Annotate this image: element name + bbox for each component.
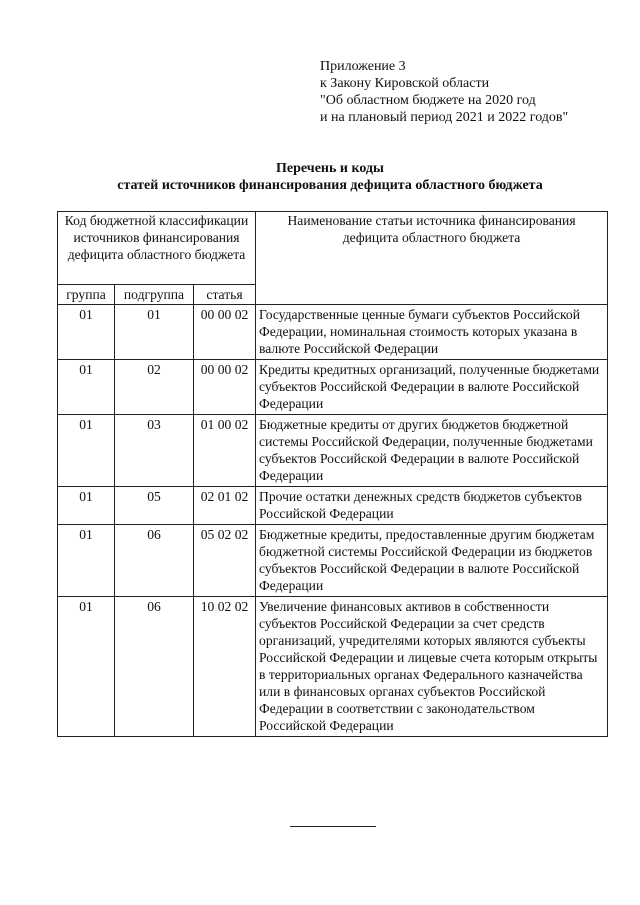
cell-name: Увеличение финансовых активов в собственности субъектов Российской Федерации за счет средств организаций, учредителями которых являются субъекты Российской Федерации и лицевые счета которым открыты в территориальных органах Федерального казначейства или в финансовых органах субъектов Российской Федерации в соответствии с законодательством Российской Федерации [256, 597, 608, 737]
header-name: Наименование статьи источника финансирования дефицита областного бюджета [256, 212, 608, 305]
cell-article: 00 00 02 [194, 360, 256, 415]
annex-header [320, 58, 568, 126]
codes-table [57, 211, 608, 737]
table-header-row [58, 212, 608, 285]
document-title [0, 160, 640, 194]
annex-line: и на плановый период 2021 и 2022 годов" [320, 110, 569, 125]
cell-article: 01 00 02 [194, 415, 256, 487]
cell-name: Бюджетные кредиты, предоставленные другим бюджетам бюджетной системы Российской Федерации из бюджетов субъектов Российской Федерации в валюте Российской Федерации [256, 525, 608, 597]
cell-subgroup: 02 [115, 360, 194, 415]
table-row [58, 415, 608, 487]
table-row [58, 525, 608, 597]
footer-separator [290, 826, 376, 827]
table-row [58, 597, 608, 737]
cell-article: 00 00 02 [194, 305, 256, 360]
cell-name: Государственные ценные бумаги субъектов Российской Федерации, номинальная стоимость которых указана в валюте Российской Федерации [256, 305, 608, 360]
table-row [58, 487, 608, 525]
subheader-subgroup: подгруппа [115, 285, 194, 305]
annex-line: Приложение 3 [320, 59, 406, 74]
cell-group: 01 [58, 597, 115, 737]
annex-line: к Закону Кировской области [320, 76, 490, 91]
title-line-1: Перечень и коды [276, 161, 384, 176]
header-code: Код бюджетной классификации источников финансирования дефицита областного бюджета [58, 212, 256, 285]
cell-subgroup: 06 [115, 597, 194, 737]
cell-group: 01 [58, 487, 115, 525]
cell-subgroup: 03 [115, 415, 194, 487]
cell-article: 02 01 02 [194, 487, 256, 525]
cell-article: 10 02 02 [194, 597, 256, 737]
subheader-article: статья [194, 285, 256, 305]
cell-subgroup: 01 [115, 305, 194, 360]
table-row [58, 360, 608, 415]
subheader-group: группа [58, 285, 115, 305]
title-line-2: статей источников финансирования дефицита областного бюджета [117, 178, 543, 193]
cell-group: 01 [58, 360, 115, 415]
cell-name: Прочие остатки денежных средств бюджетов субъектов Российской Федерации [256, 487, 608, 525]
cell-article: 05 02 02 [194, 525, 256, 597]
cell-name: Кредиты кредитных организаций, полученные бюджетами субъектов Российской Федерации в валюте Российской Федерации [256, 360, 608, 415]
cell-subgroup: 05 [115, 487, 194, 525]
cell-subgroup: 06 [115, 525, 194, 597]
table-row [58, 305, 608, 360]
cell-group: 01 [58, 305, 115, 360]
annex-line: "Об областном бюджете на 2020 год [320, 93, 536, 108]
cell-name: Бюджетные кредиты от других бюджетов бюджетной системы Российской Федерации, полученные бюджетами субъектов Российской Федерации в валюте Российской Федерации [256, 415, 608, 487]
cell-group: 01 [58, 525, 115, 597]
cell-group: 01 [58, 415, 115, 487]
